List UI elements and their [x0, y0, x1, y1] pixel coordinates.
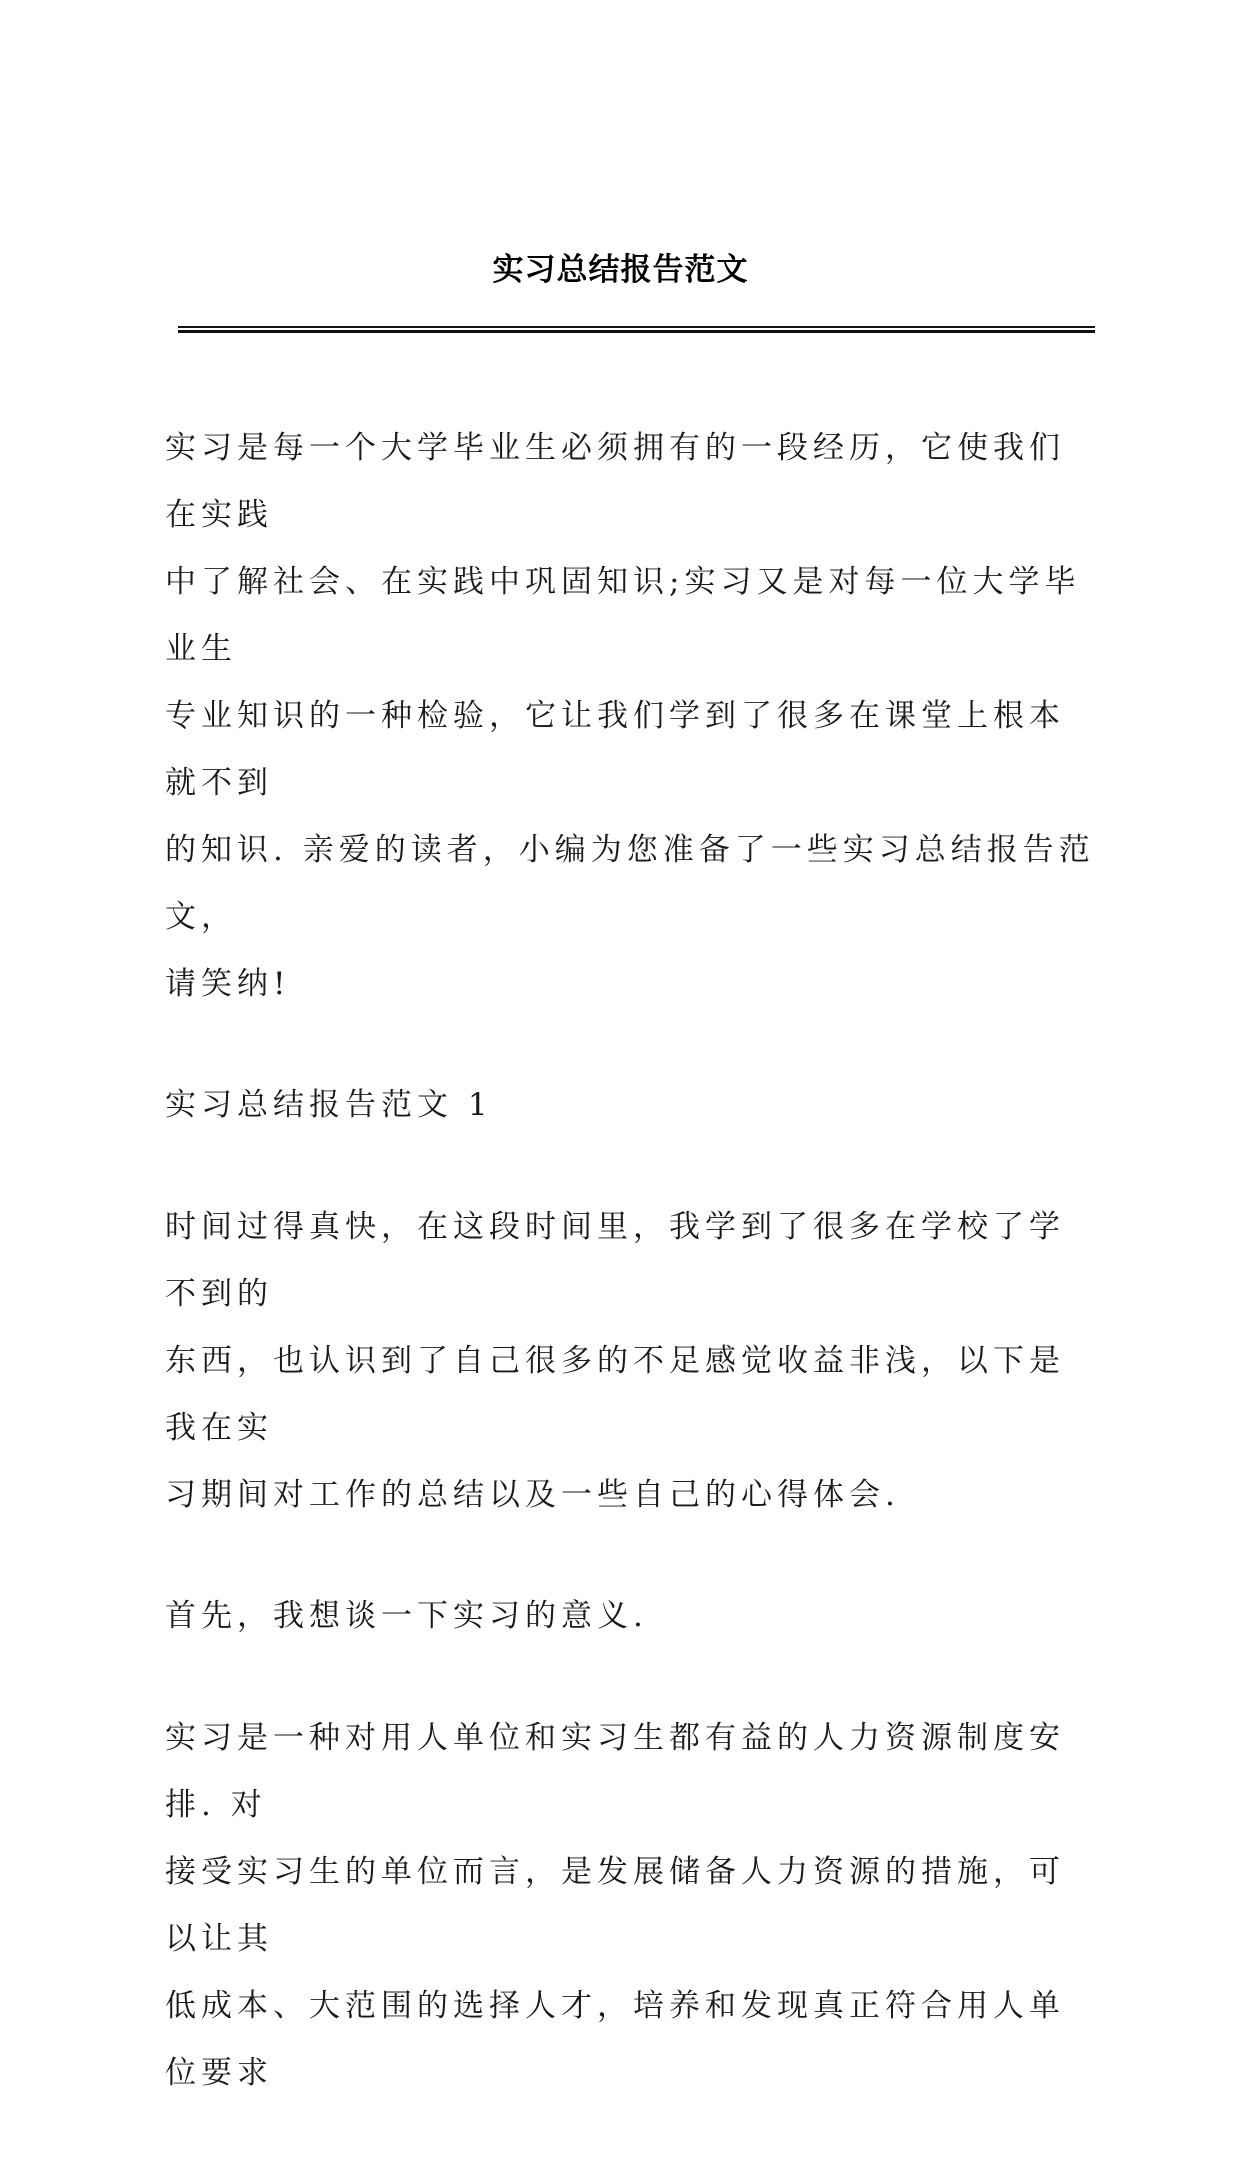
document-title: 实习总结报告范文 — [492, 252, 749, 288]
document-body — [165, 415, 1095, 2161]
body-paragraph: 首先，我想谈一下实习的意义. — [165, 1598, 648, 1634]
title-divider — [178, 326, 1095, 333]
body-paragraph: 实习是一种对用人单位和实习生都有益的人力资源制度安排. 对 接受实习生的单位而言，是发展储备人力资源的措施，可以让其 低成本、大范围的选择人才，培养和发现真正符合用人单位要求 — [165, 1720, 1065, 2091]
intro-paragraph: 实习是每一个大学毕业生必须拥有的一段经历，它使我们在实践 中了解社会、在实践中巩固知识;实习又是对每一位大学毕业生 专业知识的一种检验，它让我们学到了很多在课堂上根本就不到 的知识. 亲爱的读者，小编为您准备了一些实习总结报告范文， 请笑纳! — [165, 430, 1095, 1002]
body-paragraph: 时间过得真快，在这段时间里，我学到了很多在学校了学不到的 东西，也认识到了自己很多的不足感觉收益非浅，以下是我在实 习期间对工作的总结以及一些自己的心得体会. — [165, 1209, 1065, 1513]
section-heading: 实习总结报告范文 1 — [165, 1087, 493, 1123]
